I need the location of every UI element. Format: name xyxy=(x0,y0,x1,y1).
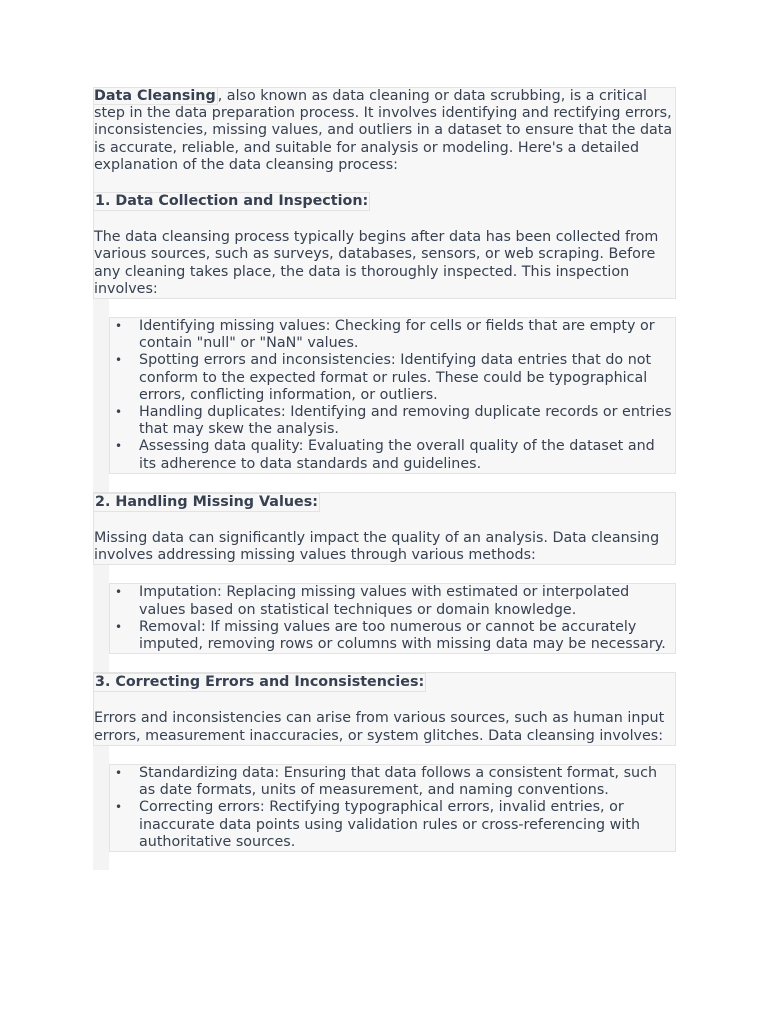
bullet-icon: • xyxy=(115,439,123,454)
intro-block xyxy=(93,87,676,299)
list-item: • Imputation: Replacing missing values with estimated or interpolated values based on statistical techniques or domain knowledge. xyxy=(115,584,630,618)
section-list-3 xyxy=(109,764,676,852)
intro-text: , also known as data cleaning or data scrubbing, is a critical step in the data preparation process. It involves identifying and rectifying errors, inconsistencies, missing values, and outliers in a dataset to ensure that the data is accurate, reliable, and suitable for analysis or modeling. Here's a detailed explanation of the data cleansing process: xyxy=(94,88,673,173)
section-block-3 xyxy=(93,672,676,746)
bullet-icon: • xyxy=(115,619,123,634)
section-heading-1: 1. Data Collection and Inspection: xyxy=(93,192,370,211)
bullet-icon: • xyxy=(115,405,123,420)
section-paragraph-1: The data cleansing process typically begins after data has been collected from various sources, such as surveys, databases, sensors, or web scraping. Before any cleaning takes place, the data is thoroughly inspected. This inspection involves: xyxy=(94,229,659,297)
section-list-wrap-1 xyxy=(93,299,676,492)
list-item: • Identifying missing values: Checking for cells or fields that are empty or contain "null" or "NaN" values. xyxy=(115,318,655,352)
section-list-2 xyxy=(109,583,676,654)
bullet-icon: • xyxy=(115,800,123,815)
bullet-icon: • xyxy=(115,319,123,334)
document-body xyxy=(93,87,676,870)
bullet-icon: • xyxy=(115,765,123,780)
list-item: • Correcting errors: Rectifying typographical errors, invalid entries, or inaccurate data points using validation rules or cross-referencing with authoritative sources. xyxy=(115,799,641,850)
section-list-1 xyxy=(109,317,676,474)
section-list-wrap-3 xyxy=(93,746,676,870)
section-paragraph-3: Errors and inconsistencies can arise from various sources, such as human input errors, measurement inaccuracies, or system glitches. Data cleansing involves: xyxy=(94,710,665,744)
section-list-wrap-2 xyxy=(93,565,676,672)
section-heading-3: 3. Correcting Errors and Inconsistencies: xyxy=(93,673,426,692)
bullet-icon: • xyxy=(115,585,123,600)
list-item: • Removal: If missing values are too numerous or cannot be accurately imputed, removing rows or columns with missing data may be necessary. xyxy=(115,618,666,653)
list-item: • Handling duplicates: Identifying and removing duplicate records or entries that may skew the analysis. xyxy=(115,404,672,438)
section-block-2 xyxy=(93,492,676,566)
list-item: • Assessing data quality: Evaluating the overall quality of the dataset and its adherence to data standards and guidelines. xyxy=(115,438,655,472)
section-paragraph-2: Missing data can significantly impact the quality of an analysis. Data cleansing involves addressing missing values through various methods: xyxy=(94,530,660,564)
list-item: • Spotting errors and inconsistencies: Identifying data entries that do not conform to the expected format or rules. These could be typographical errors, conflicting information, or outliers. xyxy=(115,352,652,403)
section-heading-2: 2. Handling Missing Values: xyxy=(93,493,320,512)
bullet-icon: • xyxy=(115,353,123,368)
list-item: • Standardizing data: Ensuring that data follows a consistent format, such as date formats, units of measurement, and naming conventions. xyxy=(115,764,658,799)
intro-paragraph xyxy=(94,88,675,174)
intro-lead-term: Data Cleansing xyxy=(94,88,216,104)
